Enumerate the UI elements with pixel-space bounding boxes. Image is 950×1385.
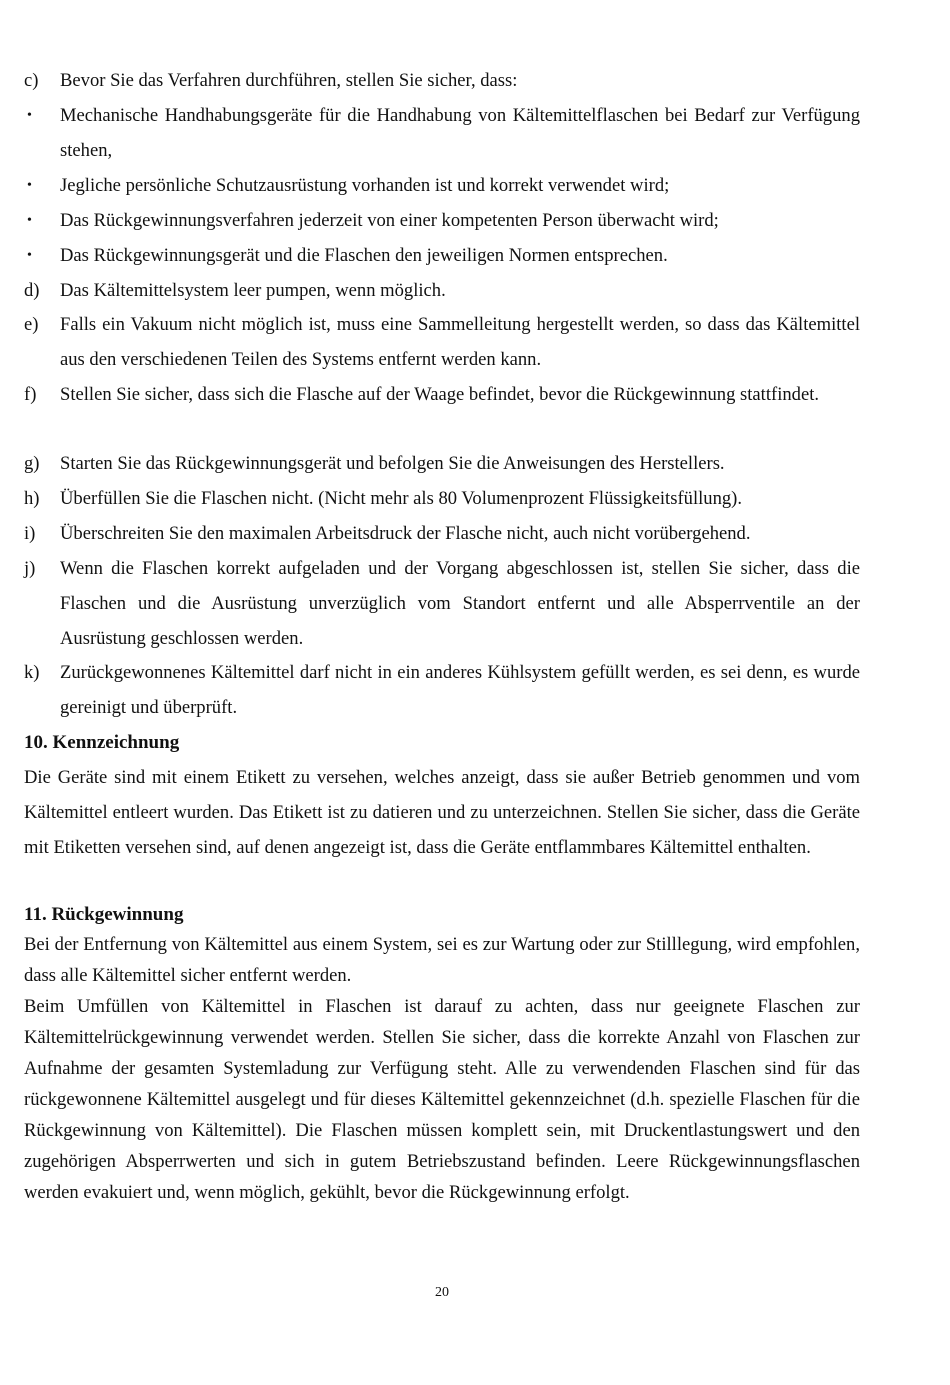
list-item-text: Stellen Sie sicher, dass sich die Flasche auf der Waage befindet, bevor die Rückgewinnung stattfindet. bbox=[60, 384, 820, 405]
list-item-text: Mechanische Handhabungsgeräte für die Handhabung von Kältemittelflaschen bei Bedarf zur Verfügung stehen, bbox=[60, 105, 860, 161]
list-marker: k) bbox=[24, 662, 40, 683]
section-11-paragraph-1: Bei der Entfernung von Kältemittel aus einem System, sei es zur Wartung oder zur Stilllegung, wird empfohlen, dass alle Kältemittel sicher entfernt werden. bbox=[24, 934, 860, 986]
list-item-bullet-1 bbox=[24, 99, 860, 169]
list-marker: c) bbox=[24, 70, 39, 91]
list-item-f bbox=[24, 378, 860, 413]
list-item-text: Bevor Sie das Verfahren durchführen, stellen Sie sicher, dass: bbox=[60, 70, 518, 91]
list-item-bullet-2 bbox=[24, 169, 860, 204]
list-item-text: Das Rückgewinnungsverfahren jederzeit von einer kompetenten Person überwacht wird; bbox=[60, 210, 719, 231]
list-marker: f) bbox=[24, 384, 37, 405]
list-item-text: Falls ein Vakuum nicht möglich ist, muss eine Sammelleitung hergestellt werden, so dass das Kältemittel aus den verschiedenen Teilen des Systems entfernt werden kann. bbox=[60, 314, 860, 370]
list-item-text: Wenn die Flaschen korrekt aufgeladen und der Vorgang abgeschlossen ist, stellen Sie sicher, dass die Flaschen und die Ausrüstung unverzüglich vom Standort entfernt und alle Absperrventile an der Ausrüstung geschlossen werden. bbox=[60, 558, 860, 649]
list-item-text: Jegliche persönliche Schutzausrüstung vorhanden ist und korrekt verwendet wird; bbox=[60, 175, 670, 196]
list-item-bullet-3 bbox=[24, 204, 860, 239]
list-item-text: Zurückgewonnenes Kältemittel darf nicht in ein anderes Kühlsystem gefüllt werden, es sei denn, es wurde gereinigt und überprüft. bbox=[60, 662, 860, 718]
list-item-bullet-4 bbox=[24, 239, 860, 274]
list-marker: i) bbox=[24, 523, 36, 544]
section-11-heading: 11. Rückgewinnung bbox=[24, 904, 184, 925]
list-item-g bbox=[24, 447, 860, 482]
bullet-icon: • bbox=[27, 178, 32, 193]
list-marker: e) bbox=[24, 314, 39, 335]
list-item-text: Das Kältemittelsystem leer pumpen, wenn möglich. bbox=[60, 280, 446, 301]
list-item-k bbox=[24, 656, 860, 726]
bullet-icon: • bbox=[27, 213, 32, 228]
list-item-i bbox=[24, 517, 860, 552]
list-item-text: Überfüllen Sie die Flaschen nicht. (Nicht mehr als 80 Volumenprozent Flüssigkeitsfüllung). bbox=[60, 488, 743, 509]
list-marker: d) bbox=[24, 280, 40, 301]
bullet-icon: • bbox=[27, 248, 32, 263]
list-item-e bbox=[24, 308, 860, 378]
section-11-paragraph-2: Beim Umfüllen von Kältemittel in Flaschen ist darauf zu achten, dass nur geeignete Flaschen zur Kältemittelrückgewinnung verwendet werden. Stellen Sie sicher, dass die korrekte Anzahl von Flaschen zur Aufnahme der gesamten Systemladung zur Verfügung steht. Alle zu verwendenden Flaschen sind für das rückgewonnene Kältemittel ausgelegt und für dieses Kältemittel gekennzeichnet (d.h. spezielle Flaschen für die Rückgewinnung von Kältemittel). Die Flaschen müssen komplett sein, mit Druckentlastungswert und den zugehörigen Absperrwerten und sich in gutem Betriebszustand befinden. Leere Rückgewinnungsflaschen werden evakuiert und, wenn möglich, gekühlt, bevor die Rückgewinnung erfolgt. bbox=[24, 996, 860, 1203]
list-item-text: Überschreiten Sie den maximalen Arbeitsdruck der Flasche nicht, auch nicht vorübergehend. bbox=[60, 523, 751, 544]
list-marker: j) bbox=[24, 558, 36, 579]
list-marker: h) bbox=[24, 488, 40, 509]
list-item-text: Das Rückgewinnungsgerät und die Flaschen den jeweiligen Normen entsprechen. bbox=[60, 245, 668, 266]
list-item-h bbox=[24, 482, 860, 517]
list-item-j bbox=[24, 552, 860, 656]
bullet-icon: • bbox=[27, 108, 32, 123]
page-number: 20 bbox=[435, 1285, 449, 1300]
section-10-paragraph: Die Geräte sind mit einem Etikett zu versehen, welches anzeigt, dass sie außer Betrieb genommen und vom Kältemittel entleert wurden. Das Etikett ist zu datieren und zu unterzeichnen. Stellen Sie sicher, dass die Geräte mit Etiketten versehen sind, auf denen angezeigt ist, dass die Geräte entflammbares Kältemittel enthalten. bbox=[24, 767, 860, 858]
section-10-heading: 10. Kennzeichnung bbox=[24, 732, 180, 753]
list-item-c bbox=[24, 64, 860, 99]
list-item-text: Starten Sie das Rückgewinnungsgerät und befolgen Sie die Anweisungen des Herstellers. bbox=[60, 453, 725, 474]
list-marker: g) bbox=[24, 453, 40, 474]
list-item-d bbox=[24, 274, 860, 309]
